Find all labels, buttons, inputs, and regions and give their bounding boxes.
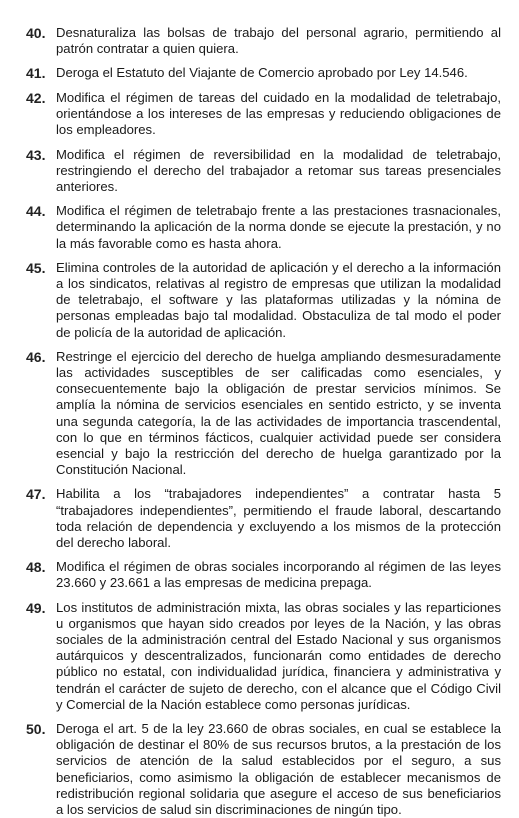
- item-text: Deroga el art. 5 de la ley 23.660 de obras sociales, en cual se establece la obligación de destinar el 80% de sus recursos brutos, a la prestación de los servicios de atención de la salud establecidos por el seguro, a sus beneficiarios, como asimismo la obligación de establecer mecanismos de redistribución regional solidaria que asegure el acceso de sus beneficiarios a los servicios de salud sin discriminaciones de ningún tipo.: [56, 721, 501, 818]
- item-text: Modifica el régimen de reversibilidad en la modalidad de teletrabajo, restringiendo el derecho del trabajador a retomar sus tareas presenciales anteriores.: [56, 146, 501, 194]
- item-text: Elimina controles de la autoridad de aplicación y el derecho a la información a los sindicatos, relativas al registro de empresas que utilizan la modalidad de teletrabajo, el software y las plataformas utilizadas y la nómina de personas empleadas bajo tal modalidad. Obstaculiza de tal modo el poder de policía de la autoridad de aplicación.: [56, 259, 501, 340]
- item-text: Los institutos de administración mixta, las obras sociales y las reparticiones u organismos que hayan sido creados por leyes de la Nación, y las obras sociales de la administración central del Estado Nacional y sus organismos autárquicos y descentralizados, funcionarán como entidades de derecho público no estatal, con individualidad jurídica, financiera y administrativa y tendrán el carácter de sujeto de derecho, con el alcance que el Código Civil y Comercial de la Nación establece como personas jurídicas.: [56, 599, 501, 712]
- item-number: 48.: [26, 559, 46, 576]
- item-number: 41.: [26, 65, 46, 82]
- item-text: Restringe el ejercicio del derecho de huelga ampliando desmesuradamente las actividades susceptibles de ser calificadas como esenciales, y consecuentemente bajo la obligación de prestar servicios mínimos. Se amplía la nómina de servicios esenciales en sentido estricto, y se inventa una segunda categoría, la de las actividades de importancia trascendental, con lo que en términos fácticos, cualquier actividad puede ser considera esencial y bajo la restricción del derecho de huelga garantizado por la Constitución Nacional.: [56, 348, 501, 478]
- item-number: 45.: [26, 259, 46, 276]
- item-number: 44.: [26, 203, 46, 220]
- list-item-42: [26, 90, 501, 139]
- list-item-44: [26, 203, 501, 252]
- item-number: 42.: [26, 89, 46, 106]
- item-text: Habilita a los “trabajadores independientes” a contratar hasta 5 “trabajadores independientes”, permitiendo el fraude laboral, descartando toda relación de dependencia y excluyendo a los mismos de la protección del derecho laboral.: [56, 486, 501, 550]
- list-item-47: [26, 486, 501, 551]
- item-text: Modifica el régimen de teletrabajo frente a las prestaciones trasnacionales, determinando la aplicación de la norma donde se ejecute la prestación, y no la más favorable como es hasta ahora.: [56, 203, 501, 251]
- list-item-46: [26, 349, 501, 479]
- list-item-40: [26, 25, 501, 57]
- item-text: Deroga el Estatuto del Viajante de Comercio aprobado por Ley 14.546.: [56, 65, 468, 81]
- item-text: Modifica el régimen de obras sociales incorporando al régimen de las leyes 23.660 y 23.661 a las empresas de medicina prepaga.: [56, 559, 501, 591]
- item-number: 49.: [26, 599, 46, 616]
- list-item-41: [26, 65, 501, 82]
- list-item-49: [26, 600, 501, 713]
- item-text: Desnaturaliza las bolsas de trabajo del personal agrario, permitiendo al patrón contratar a quien quiera.: [56, 25, 501, 57]
- item-text: Modifica el régimen de tareas del cuidado en la modalidad de teletrabajo, orientándose a los intereses de las empresas y reduciendo obligaciones de los empleadores.: [56, 89, 501, 138]
- item-number: 46.: [26, 348, 46, 365]
- item-number: 43.: [26, 146, 46, 163]
- list-item-50: [26, 721, 501, 818]
- item-number: 50.: [26, 721, 46, 738]
- item-number: 40.: [26, 25, 46, 41]
- list-item-45: [26, 260, 501, 341]
- item-number: 47.: [26, 486, 46, 503]
- list-item-48: [26, 559, 501, 591]
- list-item-43: [26, 147, 501, 196]
